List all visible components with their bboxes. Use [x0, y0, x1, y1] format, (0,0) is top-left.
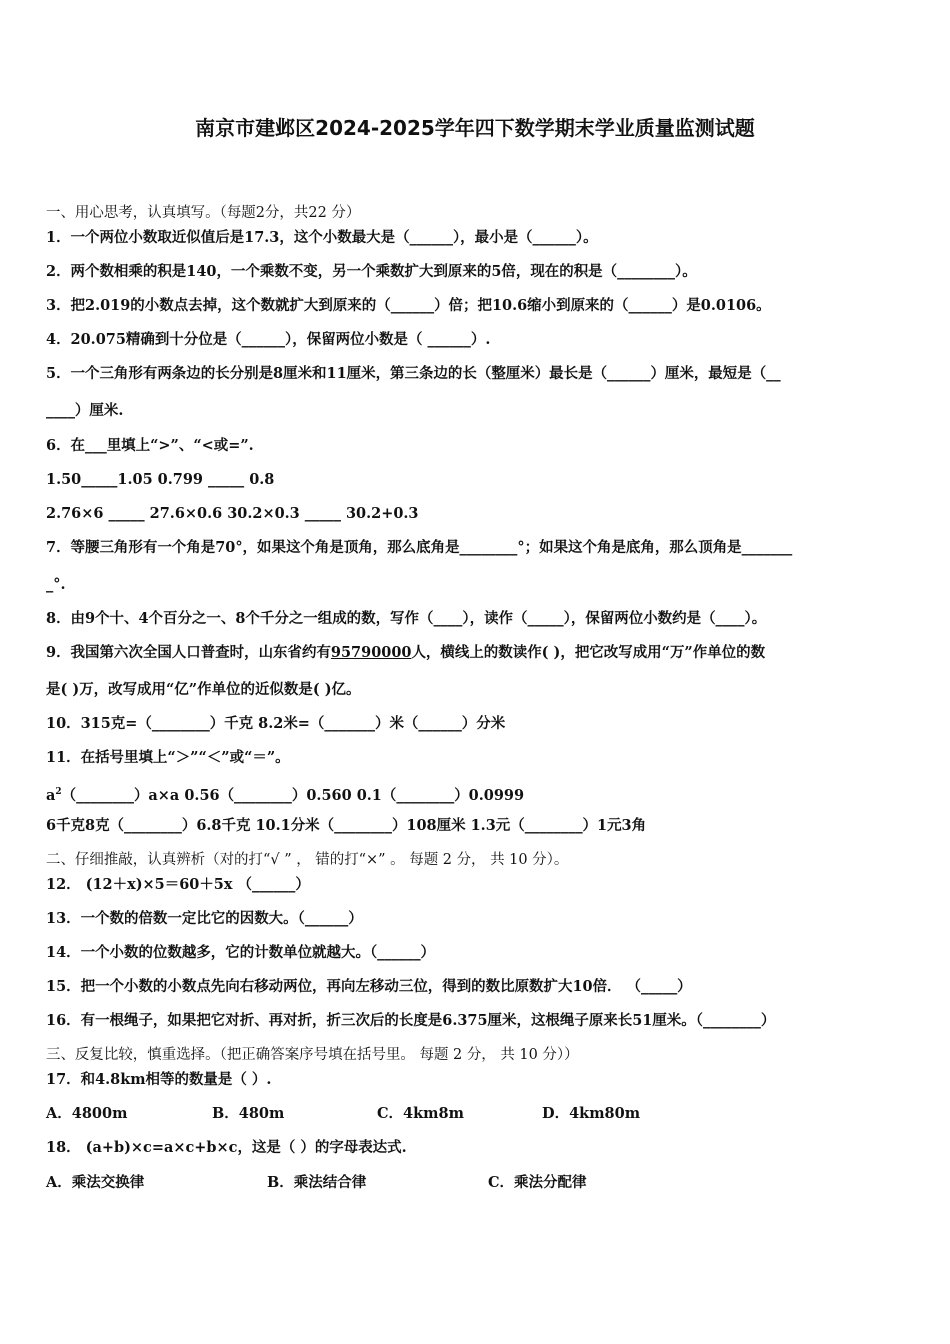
question-3: 3．把2.019的小数点去掉，这个数就扩大到原来的（______）倍；把10.6缩小到原来的（______）是0.0106。 — [46, 297, 771, 314]
question-11-exponent: 2 — [55, 787, 62, 797]
question-12: 12． (12＋x)×5＝60＋5x （______） — [46, 876, 310, 893]
question-11-var: a — [46, 786, 56, 804]
question-14: 14．一个小数的位数越多，它的计数单位就越大。（______） — [46, 944, 436, 961]
question-13: 13．一个数的倍数一定比它的因数大。（______） — [46, 910, 363, 927]
question-11-row1 — [46, 782, 904, 806]
question-7: 7．等腰三角形有一个角是70°，如果这个角是顶角，那么底角是________°；如果这个角是底角，那么顶角是_______ — [46, 539, 793, 556]
question-11-row2: 6千克8克（________）6.8千克 10.1分米（________）108厘米 1.3元（________）1元3角 — [46, 817, 647, 834]
section1-heading: 一、用心思考，认真填写。（每题2分，共22 分） — [46, 205, 361, 221]
question-6-row1: 1.50_____1.05 0.799 _____ 0.8 — [46, 471, 275, 488]
question-2: 2．两个数相乘的积是140，一个乘数不变，另一个乘数扩大到原来的5倍，现在的积是（________）。 — [46, 263, 697, 280]
question-5: 5．一个三角形有两条边的长分别是8厘米和11厘米，第三条边的长（整厘米）最长是（______）厘米，最短是（__ — [46, 365, 781, 382]
question-16: 16．有一根绳子，如果把它对折、再对折，折三次后的长度是6.375厘米，这根绳子原来长51厘米。（________） — [46, 1012, 776, 1029]
question-9-part-b: 人，横线上的数读作( )，把它改写成用“万”作单位的数 — [411, 644, 766, 661]
question-10: 10．315克=（________）千克 8.2米=（_______）米（______）分米 — [46, 715, 506, 732]
question-9-part-a: 9．我国第六次全国人口普查时，山东省约有 — [46, 644, 331, 661]
q18-option-a: A．乘法交换律 — [46, 1174, 145, 1191]
section2-heading: 二、仔细推敲，认真辨析（对的打“√ ” ， 错的打“×” 。 每题 2 分， 共 10 分）。 — [46, 852, 569, 868]
question-4: 4．20.075精确到十分位是（______），保留两位小数是（ ______）. — [46, 331, 491, 348]
question-17: 17．和4.8km相等的数量是（ ）. — [46, 1071, 272, 1088]
q17-option-c: C．4km8m — [377, 1105, 464, 1122]
question-6-row2: 2.76×6 _____ 27.6×0.6 30.2×0.3 _____ 30.2+0.3 — [46, 505, 419, 522]
q18-option-b: B．乘法结合律 — [267, 1174, 367, 1191]
question-1: 1．一个两位小数取近似值后是17.3，这个小数最大是（______），最小是（______）。 — [46, 229, 598, 246]
question-11: 11．在括号里填上“＞”“＜”或“＝”。 — [46, 749, 290, 766]
question-11-row1-rest: （________）a×a 0.56（________）0.560 0.1（________）0.0999 — [61, 786, 525, 804]
question-6: 6．在___里填上“>”、“<或=”. — [46, 437, 254, 454]
page-title: 南京市建邺区2024-2025学年四下数学期末学业质量监测试题 — [195, 116, 755, 140]
question-5-cont: ____）厘米. — [46, 402, 124, 419]
question-9-cont: 是( )万，改写成用“亿”作单位的近似数是( )亿。 — [46, 681, 361, 698]
q17-option-b: B．480m — [212, 1105, 285, 1122]
question-15: 15．把一个小数的小数点先向右移动两位，再向左移动三位，得到的数比原数扩大10倍． （_____） — [46, 978, 692, 995]
q18-option-c: C．乘法分配律 — [488, 1174, 587, 1191]
q17-option-a: A．4800m — [46, 1105, 128, 1122]
q17-option-d: D．4km80m — [542, 1105, 641, 1122]
section3-heading: 三、反复比较，慎重选择。（把正确答案序号填在括号里。 每题 2 分， 共 10 分）） — [46, 1047, 579, 1063]
question-9-number: 95790000 — [330, 644, 412, 661]
question-7-cont: _°. — [46, 576, 66, 593]
question-8: 8．由9个十、4个百分之一、8个千分之一组成的数，写作（____），读作（_____），保留两位小数约是（____）。 — [46, 610, 767, 627]
question-9 — [46, 643, 904, 663]
question-18: 18． (a+b)×c=a×c+b×c，这是（ ）的字母表达式. — [46, 1139, 407, 1156]
